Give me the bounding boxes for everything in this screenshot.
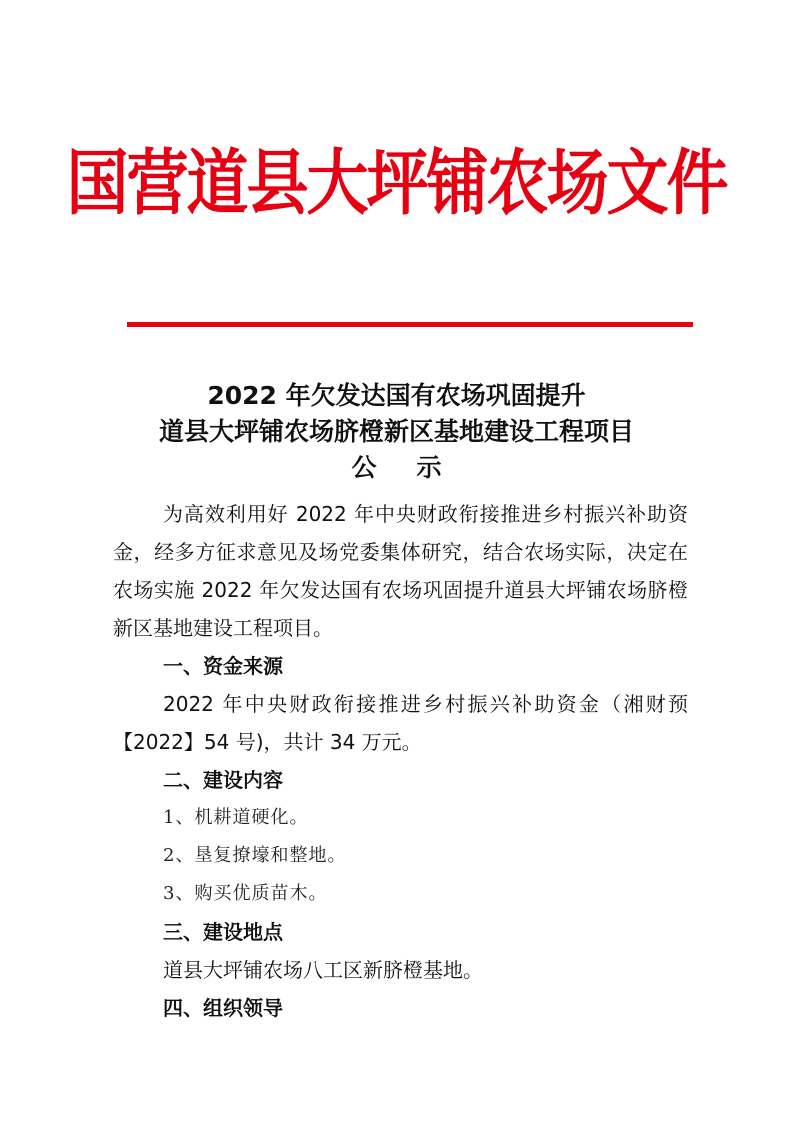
masthead-title: 国营道县大坪铺农场文件 bbox=[66, 140, 727, 225]
intro-paragraph: 为高效利用好 2022 年中央财政衔接推进乡村振兴补助资金，经多方征求意见及场党委集体研究，结合农场实际，决定在农场实施 2022 年欠发达国有农场巩固提升道县大坪铺农场脐橙新区基地建设工程项目。 bbox=[113, 502, 688, 640]
list-item: 3、购买优质苗木。 bbox=[163, 883, 328, 904]
title-line-notice: 公示 bbox=[351, 453, 482, 482]
section-text-funding: 2022 年中央财政衔接推进乡村振兴补助资金（湘财预【2022】54 号)，共计 34 万元。 bbox=[113, 692, 688, 754]
section-heading-content: 二、建设内容 bbox=[163, 768, 283, 792]
document-body bbox=[113, 495, 688, 1027]
red-divider-line bbox=[127, 322, 693, 327]
section-heading-funding: 一、资金来源 bbox=[163, 654, 283, 678]
section-heading-location: 三、建设地点 bbox=[163, 920, 283, 944]
title-line-2: 道县大坪铺农场脐橙新区基地建设工程项目 bbox=[158, 417, 634, 446]
document-title bbox=[0, 378, 793, 486]
section-text-location: 道县大坪铺农场八工区新脐橙基地。 bbox=[163, 958, 483, 982]
list-item: 2、垦复撩壕和整地。 bbox=[163, 845, 347, 866]
list-item: 1、机耕道硬化。 bbox=[163, 807, 309, 828]
section-heading-leadership: 四、组织领导 bbox=[163, 996, 283, 1020]
title-line-1: 2022 年欠发达国有农场巩固提升 bbox=[207, 381, 586, 410]
